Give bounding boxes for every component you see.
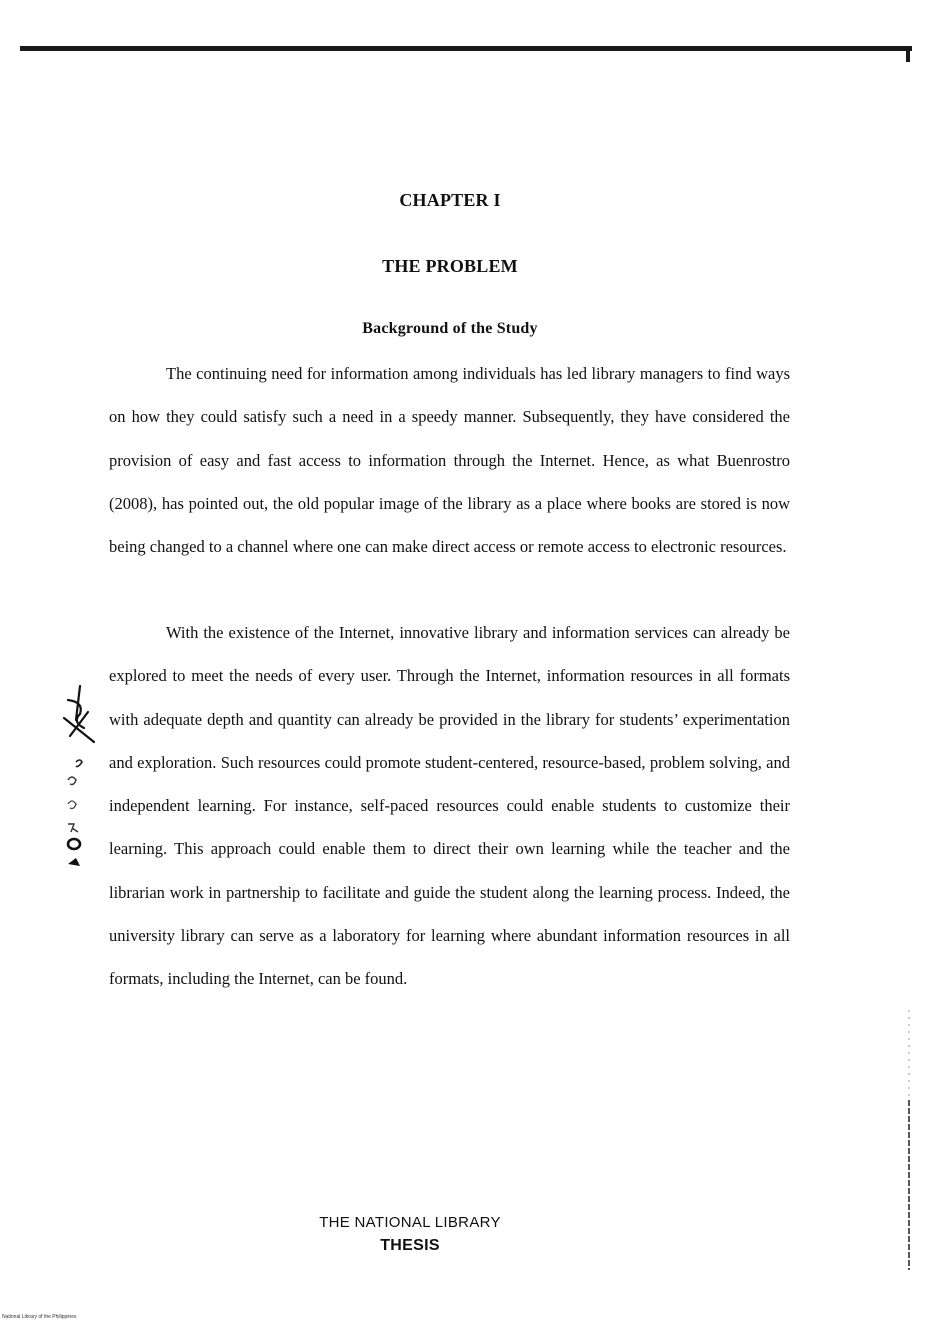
accession-digit-4 <box>68 824 78 832</box>
accession-digit-6 <box>68 858 80 866</box>
accession-digit-1 <box>76 760 82 767</box>
scan-footer-text: National Library of the Philippines <box>2 1314 77 1320</box>
scan-right-edge-artifact <box>904 1010 914 1270</box>
accession-digit-2 <box>68 777 76 785</box>
paragraph-2: With the existence of the Internet, innovative library and information services can already be explored to meet the needs of every user. Through the Internet, information resources in all formats with adequate depth and quantity can already be provided in the library for students’ experimentation and exploration. Such resources could promote student-centered, resource-based, problem solving, and independent learning. For instance, self-paced resources could enable students to customize their learning. This approach could enable them to direct their own learning while the teacher and the librarian work in partnership to facilitate and guide the student along the learning process. Indeed, the university library can serve as a laboratory for learning where abundant information resources in all formats, including the Internet, can be found. <box>109 623 790 989</box>
library-stamp-line2: THESIS <box>380 1237 440 1254</box>
accession-digit-5 <box>68 839 80 849</box>
section-heading: Background of the Study <box>362 320 538 337</box>
handwritten-scribble <box>64 686 94 742</box>
handwritten-margin-mark <box>50 678 105 898</box>
top-scan-border-tick <box>906 46 910 62</box>
library-stamp-line1: THE NATIONAL LIBRARY <box>319 1214 501 1231</box>
top-scan-border <box>20 46 912 51</box>
paragraph-1: The continuing need for information among individuals has led library managers to find ways on how they could satisfy such a need in a speedy manner. Subsequently, they have considered the provision of easy and fast access to information through the Internet. Hence, as what Buenrostro (2008), has pointed out, the old popular image of the library as a place where books are stored is now being changed to a channel where one can make direct access or remote access to electronic resources. <box>109 364 790 557</box>
accession-digit-3 <box>68 801 76 809</box>
chapter-title: THE PROBLEM <box>382 256 518 276</box>
chapter-heading: CHAPTER I <box>399 190 501 210</box>
